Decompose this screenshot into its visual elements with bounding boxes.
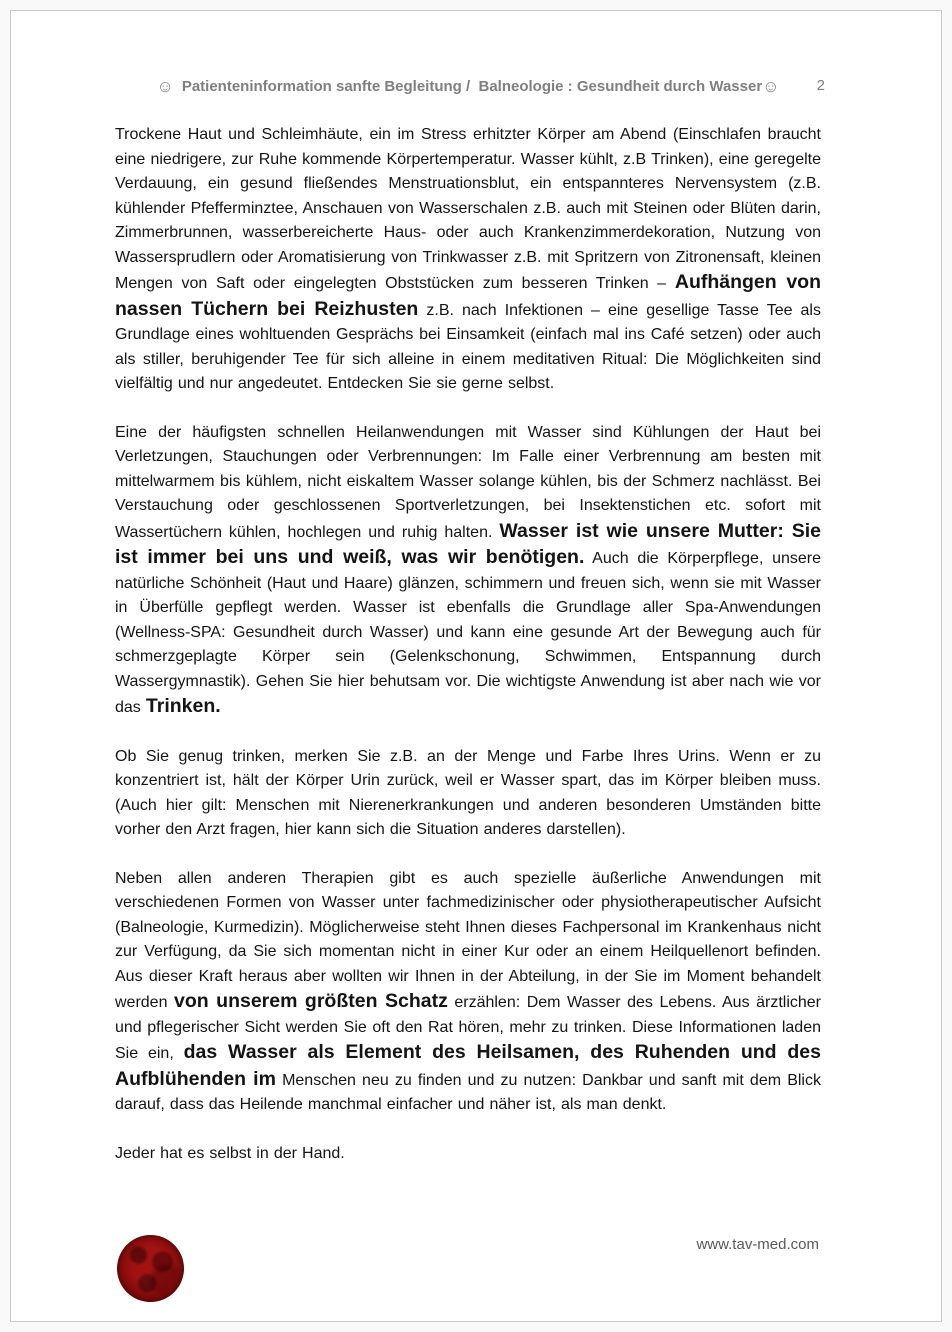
text-run: Auch die Körperpflege, unsere natürliche Schönheit (Haut und Haare) glänzen, schimmern und freuen sich, wenn sie mit Wasser in Überfülle gepflegt werden. Wasser ist ebenfalls die Grundlage aller Spa-Anwendungen (Wellness-SPA: Gesundheit durch Wasser) und kann eine gesunde Art der Bewegung auch für schmerzgeplagte Körper sein (Gelenkschonung, Schwimmen, Entspannung durch Wassergymnastik). Gehen Sie hier behutsam vor. Die wichtigste Anwendung ist aber nach wie vor das [115, 550, 827, 716]
smiley-right-icon: ☺ [762, 77, 780, 96]
bold-text-run: Aufhängen von nassen Tüchern bei Reizhusten [115, 271, 828, 320]
smiley-left-icon: ☺ [156, 77, 174, 96]
footer-website: www.tav-med.com [696, 1236, 819, 1253]
bold-text-run: von unserem größten Schatz [174, 990, 448, 1012]
bold-text-run: das Wasser als Element des Heilsamen, des Ruhenden und des Aufblühenden im [115, 1041, 827, 1090]
bold-text-run: Trinken. [145, 695, 221, 717]
paragraph [115, 1142, 821, 1167]
paragraph [115, 867, 827, 1118]
paragraph [115, 123, 828, 397]
text-run: z.B. nach Infektionen – eine gesellige Tasse Tee als Grundlage eines wohltuenden Gesprächs bei Einsamkeit (einfach mal ins Café setzen) oder auch als stiller, beruhigender Tee für sich alleine in einem meditativen Ritual: Die Möglichkeiten sind vielfältig und nur angedeutet. Entdecken Sie sie gerne selbst. [115, 301, 827, 392]
tav-med-logo [117, 1235, 184, 1302]
text-run: Neben allen anderen Therapien gibt es auch spezielle äußerliche Anwendungen mit verschiedenen Formen von Wasser unter fachmedizinischer oder physiotherapeutischer Aufsicht (Balneologie, Kurmedizin). Möglicherweise steht Ihnen dieses Fachpersonal im Krankenhaus nicht zur Verfügung, da Sie sich momentan nicht in einer Kur oder an einem Heilquellenort befinden. Aus dieser Kraft heraus aber wollten wir Ihnen in der Abteilung, in der Sie im Moment behandelt werden [115, 869, 827, 1011]
text-run: Jeder hat es selbst in der Hand. [115, 1144, 345, 1162]
text-run: erzählen: Dem Wasser des Lebens. Aus ärztlicher und pflegerischer Sicht werden Sie oft den Rat hören, mehr zu trinken. Diese Informationen laden Sie ein, [115, 994, 827, 1062]
header-title-text: Patienteninformation sanfte Begleitung / Balneologie : Gesundheit durch Wasser [181, 78, 763, 95]
header-title [115, 73, 821, 100]
text-run: Trockene Haut und Schleimhäute, ein im Stress erhitzter Körper am Abend (Einschlafen braucht eine niedrigere, zur Ruhe kommende Körpertemperatur. Wasser kühlt, z.B Trinken), eine geregelte Verdauung, ein gesund fließendes Menstruationsblut, ein entspannteres Nervensystem (z.B. kühlender Pfefferminztee, Anschauen von Wasserschalen z.B. auch mit Steinen oder Blüten darin, Zimmerbrunnen, wasserbereicherte Haus- oder auch Krankenzimmerdekoration, Nutzung von Wassersprudlern oder Aromatisierung von Trinkwasser z.B. mit Spritzern von Zitronensaft, kleinen Mengen von Saft oder eingelegten Obststücken zum besseren Trinken – [115, 126, 827, 292]
text-run: Menschen neu zu finden und zu nutzen: Dankbar und sanft mit dem Blick darauf, dass das Heilende manchmal einfacher und näher ist, als man denkt. [115, 1071, 827, 1113]
text-run: Eine der häufigsten schnellen Heilanwendungen mit Wasser sind Kühlungen der Haut bei Verletzungen, Stauchungen oder Verbrennungen: Im Falle einer Verbrennung am besten mit mittelwarmem bis kühlem, nicht eiskaltem Wasser solange kühlen, bis der Schmerz nachlässt. Bei Verstauchung oder geschlossenen Sportverletzungen, bei Insektenstichen etc. sofort mit Wassertüchern kühlen, hochlegen und ruhig halten. [115, 423, 827, 541]
document-page [10, 10, 942, 1322]
document-paragraphs [115, 123, 828, 1190]
paragraph [115, 421, 828, 721]
paragraph [115, 745, 827, 843]
page-number: 2 [816, 77, 825, 94]
bold-text-run: Wasser ist wie unsere Mutter: Sie ist immer bei uns und weiß, was wir benötigen. [115, 519, 828, 568]
document-header [115, 73, 825, 99]
text-run: Ob Sie genug trinken, merken Sie z.B. an der Menge und Farbe Ihres Urins. Wenn er zu konzentriert ist, hält der Körper Urin zurück, weil er Wasser spart, das im Körper bleiben muss. (Auch hier gilt: Menschen mit Nierenerkrankungen und anderen besonderen Umständen bitte vorher den Arzt fragen, hier kann sich die Situation anderes darstellen). [115, 747, 827, 838]
